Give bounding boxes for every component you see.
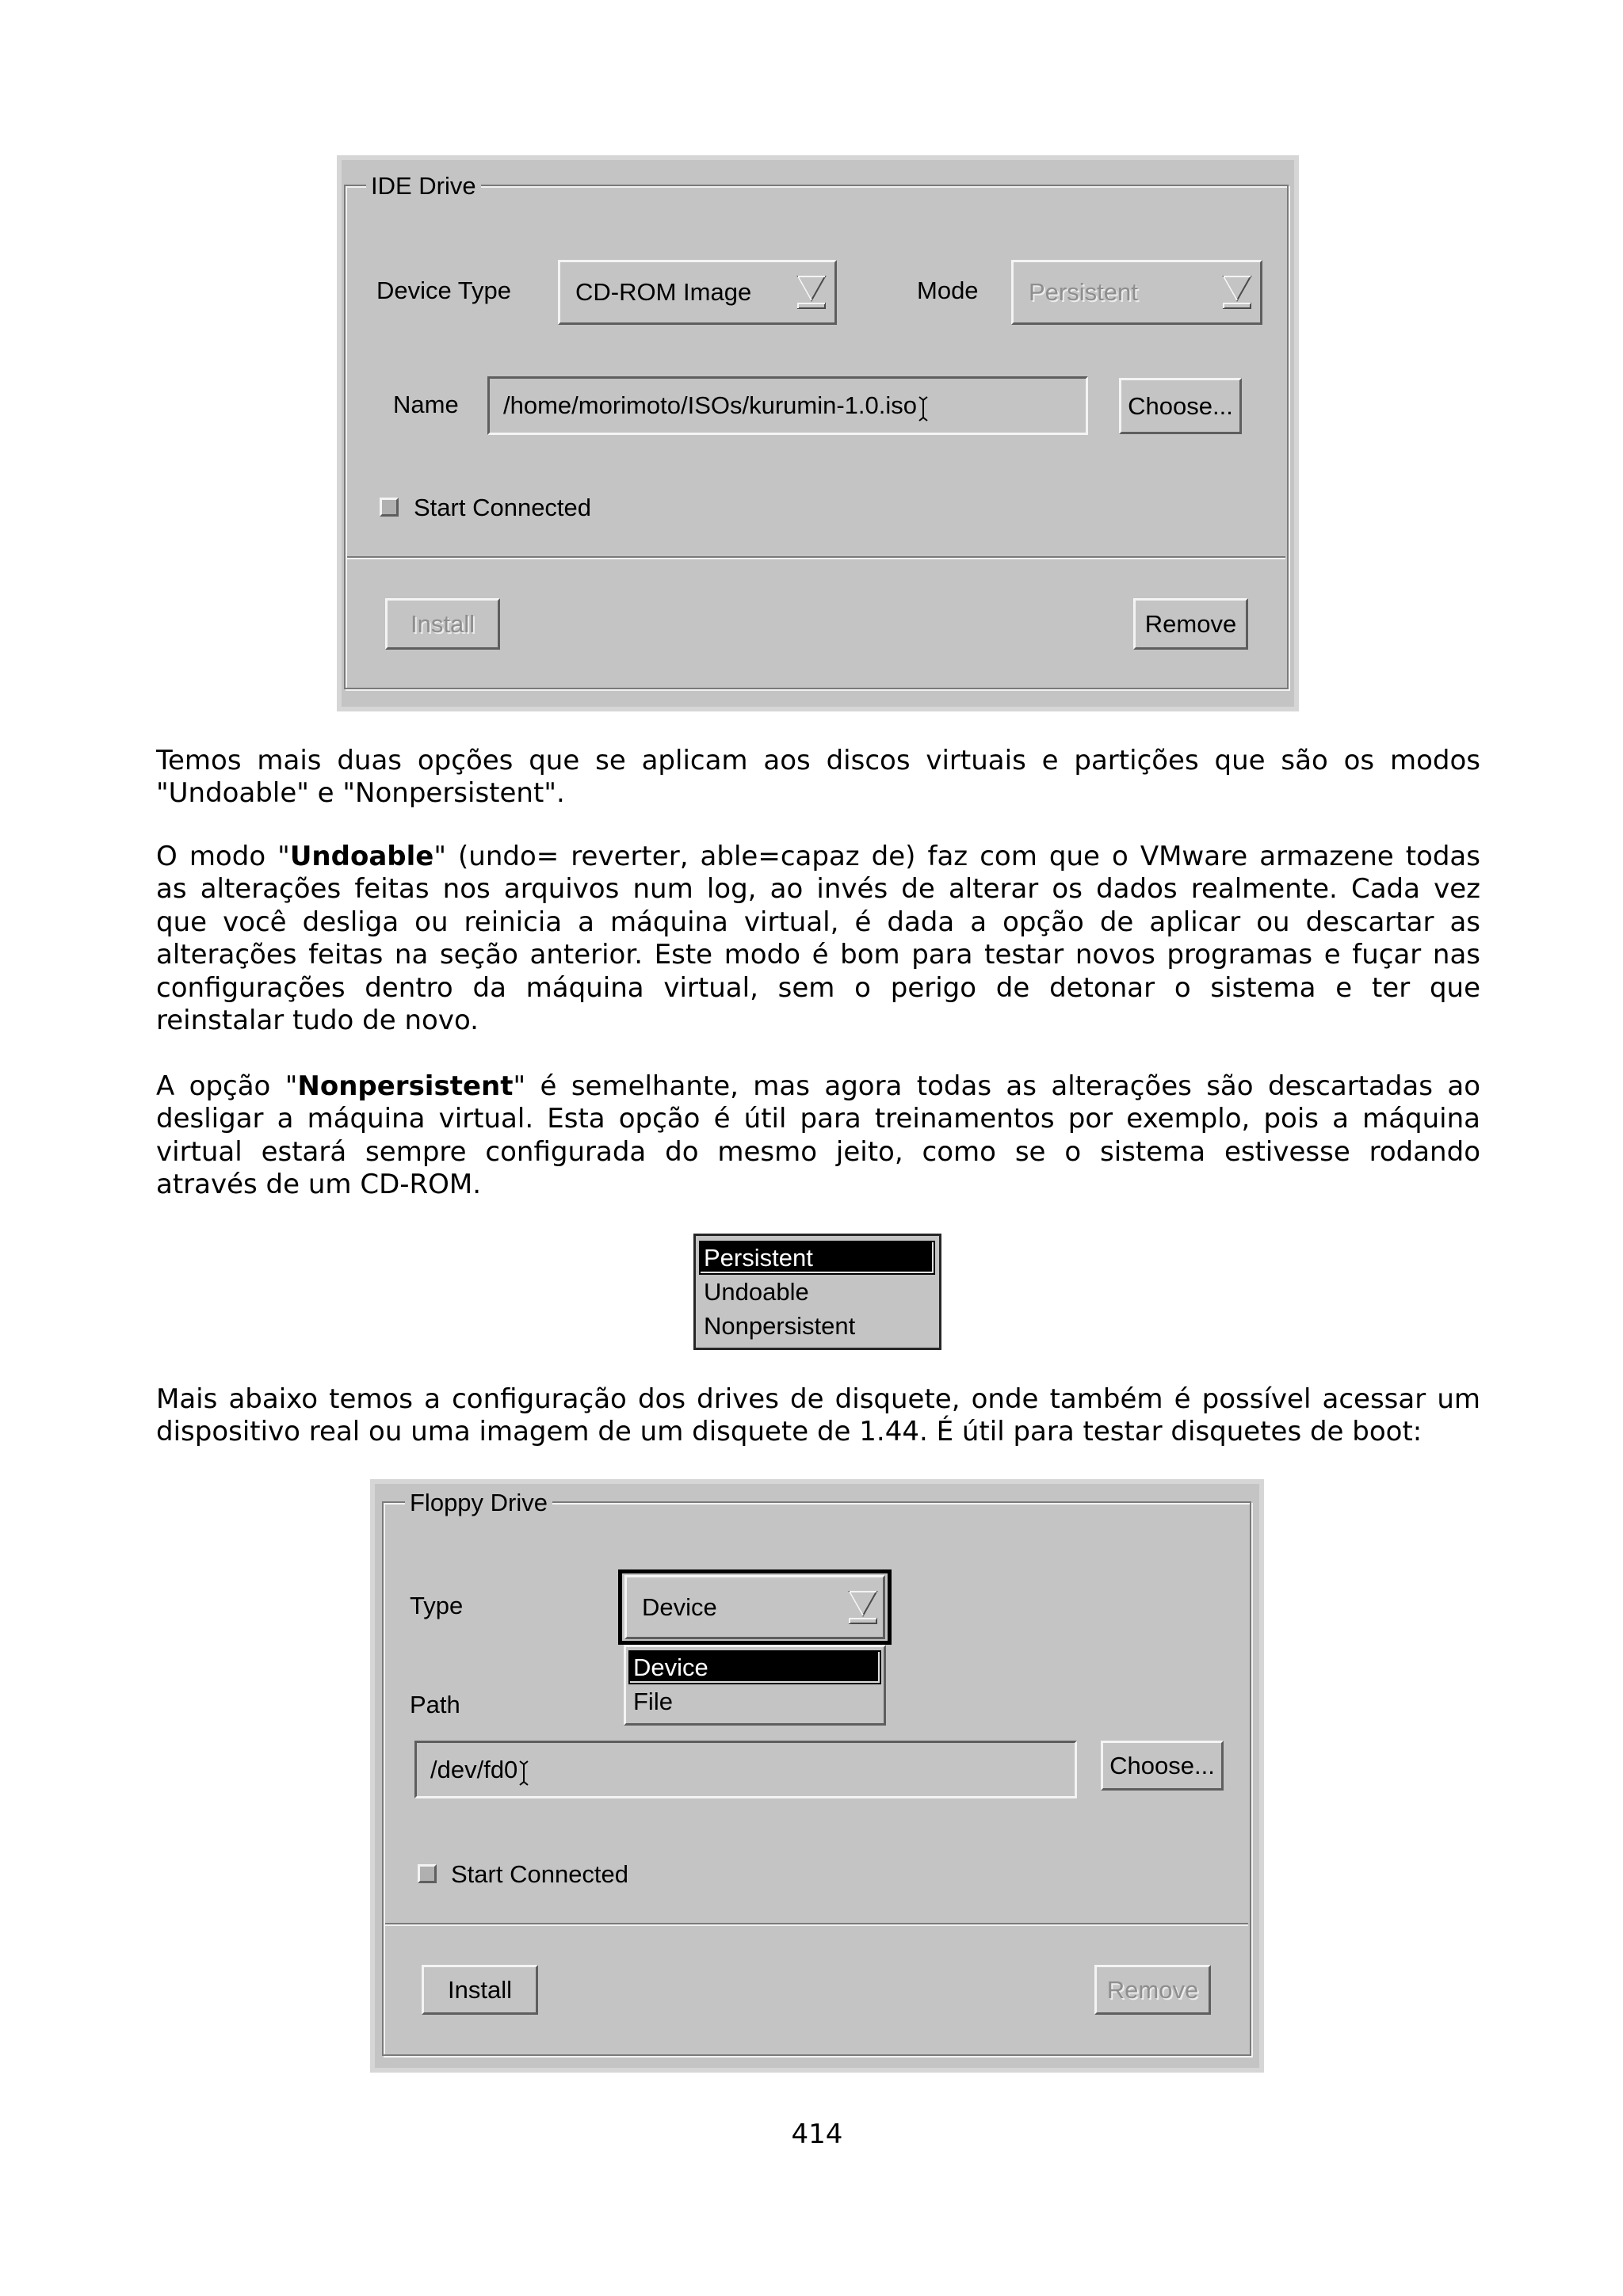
path-input-value: /dev/fd0 [430,1755,518,1783]
bold-term: Nonpersistent [297,1070,514,1102]
choose-button: Choose... [1101,1741,1224,1791]
paragraph-line: "Undoable" e "Nonpersistent". [156,777,565,810]
paragraph-line: alterações feitas na seção anterior. Este modo é bom para testar novos programas e fuçar nas [156,939,1480,971]
group-title: Floppy Drive [405,1489,552,1517]
mode-option: Nonpersistent [704,1312,856,1340]
text-segment: " é semelhante, mas agora todas as alterações são descartadas ao [513,1070,1480,1102]
text-segment: O modo " [156,841,290,872]
type-value: Device [642,1592,717,1621]
paragraph-line: desligar a máquina virtual. Esta opção é útil para treinamentos por exemplo, pois a máquina [156,1103,1480,1135]
group-title: IDE Drive [366,172,481,200]
install-button: Install [422,1965,538,2015]
start-connected-checkbox [418,1864,437,1883]
paragraph-line: através de um CD-ROM. [156,1169,482,1201]
paragraph [156,1383,1480,1449]
bold-term: Undoable [289,841,434,872]
type-label: Type [410,1592,464,1619]
paragraph [156,1070,1480,1202]
mode-value: Persistent [1029,278,1138,306]
device-type-value: CD-ROM Image [575,278,752,306]
path-input [414,1741,1077,1798]
text-segment: A opção " [156,1070,298,1102]
separator [385,1923,1248,1926]
remove-button: Remove [1094,1965,1211,2015]
start-connected-label: Start Connected [414,494,592,521]
paragraph-line: reinstalar tudo de novo. [156,1005,479,1037]
dropdown-arrow-icon [1222,274,1252,311]
paragraph-line: Mais abaixo temos a configuração dos drives de disquete, onde também é possível acessar um [156,1383,1480,1415]
ide-drive-screenshot [337,155,1299,711]
name-input [487,376,1088,435]
paragraph-line: virtual estará sempre configurada do mesmo jeito, como se o sistema estivesse rodando [156,1135,1480,1168]
paragraph-line [156,1070,1480,1103]
floppy-drive-screenshot [370,1479,1264,2073]
choose-button: Choose... [1119,378,1242,434]
type-option: File [633,1688,673,1715]
remove-button: Remove [1133,598,1248,650]
mode-option: Undoable [704,1278,809,1306]
paragraph [156,745,1480,810]
paragraph-line: as alterações feitas nos arquivos num log, ao invés de alterar os dados realmente. Cada vez [156,873,1480,906]
paragraph-line: Temos mais duas opções que se aplicam aos discos virtuais e partições que são os modos [156,745,1480,776]
dropdown-arrow-icon [848,1589,878,1626]
paragraph-line [156,841,1480,873]
mode-option: Persistent [699,1241,935,1275]
mode-options-list [693,1234,941,1350]
paragraph-line: configurações dentro da máquina virtual, sem o perigo de detonar o sistema e ter que [156,971,1480,1004]
dropdown-arrow-icon [796,274,827,311]
start-connected-label: Start Connected [451,1860,629,1888]
device-type-select [558,260,837,325]
text-segment: " (undo= reverter, able=capaz de) faz com que o VMware armazene todas [433,841,1480,872]
mode-select [1011,260,1262,325]
path-label: Path [410,1691,460,1718]
type-options-list [624,1645,886,1726]
paragraph [156,841,1480,1037]
page-number: 414 [791,2119,843,2150]
type-select [624,1575,885,1639]
mode-label: Mode [917,277,979,304]
paragraph-line: que você desliga ou reinicia a máquina virtual, é dada a opção de aplicar ou descartar as [156,906,1480,938]
paragraph-line: dispositivo real ou uma imagem de um disquete de 1.44. É útil para testar disquetes de boot: [156,1416,1423,1448]
text-cursor-icon [918,395,929,422]
type-option: Device [628,1650,881,1684]
text-cursor-icon [518,1760,529,1787]
separator [347,556,1285,559]
start-connected-checkbox [380,498,399,517]
install-button: Install [385,598,500,650]
device-type-label: Device Type [376,277,512,304]
name-label: Name [393,391,459,418]
name-input-value: /home/morimoto/ISOs/kurumin-1.0.iso [503,391,918,419]
